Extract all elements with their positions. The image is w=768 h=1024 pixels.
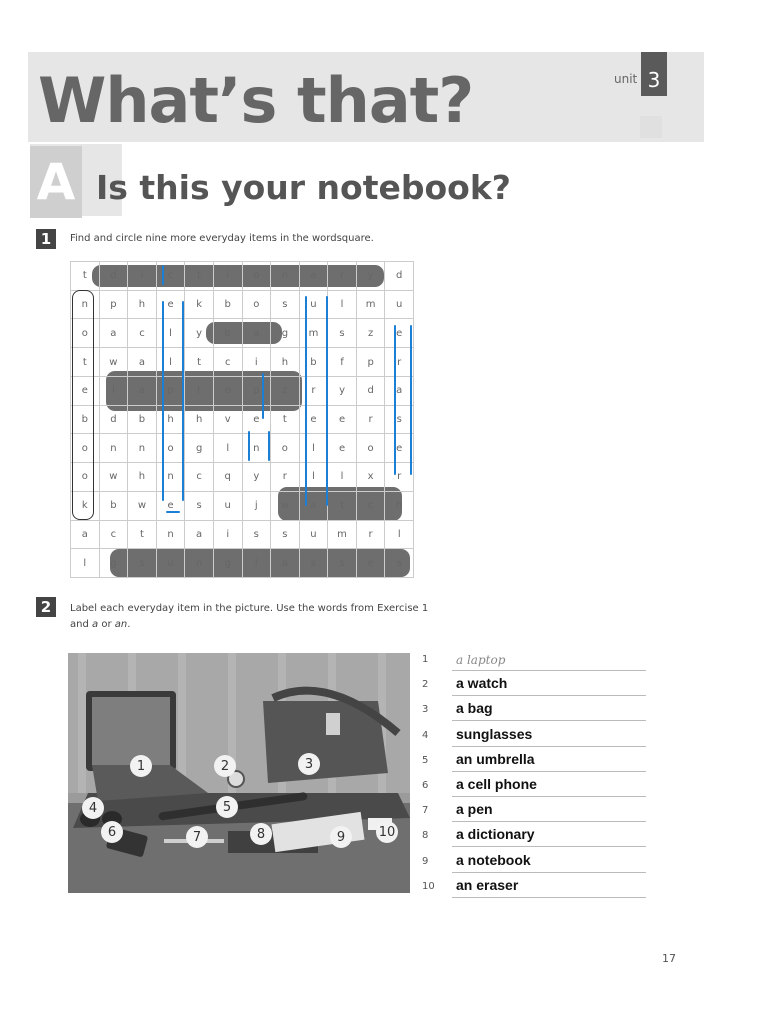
answer-blank-line	[452, 821, 646, 822]
answer-row	[422, 700, 646, 724]
handwritten-answer[interactable]: a notebook	[456, 852, 531, 868]
grid-cell: h	[157, 406, 186, 435]
grid-cell: n	[71, 291, 100, 320]
grid-cell: t	[185, 348, 214, 377]
pen-mark	[268, 431, 270, 461]
grid-cell: t	[185, 262, 214, 291]
wordsquare-grid	[70, 261, 414, 578]
grid-cell: w	[271, 492, 300, 521]
answer-blank-line	[452, 720, 646, 721]
handwritten-answer[interactable]: a bag	[456, 700, 493, 716]
grid-cell: m	[357, 291, 386, 320]
grid-cell: o	[357, 434, 386, 463]
grid-cell: r	[357, 521, 386, 550]
grid-cell: b	[214, 291, 243, 320]
grid-cell: n	[185, 549, 214, 578]
grid-cell: s	[271, 521, 300, 550]
grid-cell: v	[214, 406, 243, 435]
grid-cell: m	[328, 521, 357, 550]
grid-cell: i	[214, 521, 243, 550]
grid-cell: c	[357, 492, 386, 521]
handwritten-answer[interactable]: a pen	[456, 801, 493, 817]
grid-cell: c	[185, 463, 214, 492]
grid-cell: o	[243, 262, 272, 291]
pen-mark	[305, 296, 307, 506]
grid-cell: p	[357, 348, 386, 377]
grid-cell: s	[185, 492, 214, 521]
answer-blank-line	[452, 746, 646, 747]
grid-cell: t	[328, 492, 357, 521]
picture-label-4: 4	[82, 797, 104, 819]
grid-cell: s	[128, 549, 157, 578]
picture-label-1: 1	[130, 755, 152, 777]
grid-cell: n	[157, 463, 186, 492]
grid-cell: r	[271, 463, 300, 492]
instruction-an: an	[114, 619, 128, 630]
grid-cell: s	[271, 291, 300, 320]
answer-number: 7	[422, 805, 429, 816]
handwritten-answer[interactable]: an eraser	[456, 877, 519, 893]
answer-row	[422, 852, 646, 876]
unit-label: unit	[614, 72, 638, 86]
grid-cell: h	[128, 463, 157, 492]
exercise-2-instruction	[70, 601, 428, 633]
grid-cell: r	[385, 463, 414, 492]
answer-number: 2	[422, 679, 429, 690]
grid-cell: b	[71, 406, 100, 435]
handwritten-answer[interactable]: a watch	[456, 675, 508, 691]
exercise-1-number: 1	[36, 229, 56, 249]
grid-cell: s	[385, 549, 414, 578]
grid-cell: p	[243, 377, 272, 406]
grid-cell: h	[185, 406, 214, 435]
answer-row	[422, 675, 646, 699]
answer-number: 1	[422, 654, 429, 665]
answer-blank-line	[452, 695, 646, 696]
grid-cell: a	[243, 319, 272, 348]
grid-cell: k	[185, 291, 214, 320]
grid-cell: e	[157, 492, 186, 521]
wordsquare	[70, 261, 414, 578]
photo-illustration	[68, 653, 410, 893]
faded-bleed-box	[640, 116, 662, 138]
exercise-1-instruction: Find and circle nine more everyday items in the wordsquare.	[70, 233, 374, 244]
grid-cell: a	[71, 521, 100, 550]
grid-cell: r	[300, 377, 329, 406]
grid-cell: o	[71, 434, 100, 463]
grid-cell: p	[157, 377, 186, 406]
grid-cell: o	[157, 434, 186, 463]
grid-cell: o	[71, 319, 100, 348]
grid-cell: w	[100, 463, 129, 492]
grid-cell: a	[385, 377, 414, 406]
answer-number: 10	[422, 881, 435, 892]
grid-cell: d	[357, 377, 386, 406]
pen-mark	[262, 373, 264, 419]
grid-cell: o	[243, 291, 272, 320]
grid-cell: l	[100, 377, 129, 406]
grid-cell: t	[185, 377, 214, 406]
grid-cell: d	[385, 262, 414, 291]
grid-cell: u	[214, 492, 243, 521]
grid-cell: e	[71, 377, 100, 406]
grid-cell: l	[214, 434, 243, 463]
grid-cell: u	[385, 291, 414, 320]
pen-mark	[394, 325, 396, 475]
grid-cell: a	[128, 377, 157, 406]
grid-cell: l	[71, 549, 100, 578]
grid-cell: d	[100, 406, 129, 435]
pen-mark	[162, 301, 164, 501]
answer-blank-line	[452, 872, 646, 873]
grid-cell: z	[271, 377, 300, 406]
grid-cell: u	[300, 521, 329, 550]
grid-cell: y	[328, 377, 357, 406]
picture-label-10: 10	[376, 821, 398, 843]
picture-label-7: 7	[186, 826, 208, 848]
grid-cell: h	[128, 291, 157, 320]
grid-cell: l	[157, 348, 186, 377]
answer-number: 5	[422, 755, 429, 766]
grid-cell: l	[328, 463, 357, 492]
grid-cell: z	[357, 319, 386, 348]
grid-cell: d	[100, 262, 129, 291]
handwritten-answer[interactable]: a cell phone	[456, 776, 537, 792]
grid-cell: t	[271, 406, 300, 435]
picture-label-8: 8	[250, 823, 272, 845]
grid-cell: q	[214, 463, 243, 492]
answer-row	[422, 826, 646, 850]
grid-cell: k	[71, 492, 100, 521]
grid-cell: b	[300, 348, 329, 377]
grid-cell: s	[328, 319, 357, 348]
grid-cell: e	[385, 434, 414, 463]
handwritten-answer[interactable]: sunglasses	[456, 726, 533, 742]
handwritten-answer[interactable]: a dictionary	[456, 826, 535, 842]
grid-cell: i	[243, 348, 272, 377]
grid-cell: o	[71, 463, 100, 492]
grid-cell: w	[100, 348, 129, 377]
answer-blank-line	[452, 897, 646, 898]
grid-cell: g	[100, 549, 129, 578]
grid-cell: y	[185, 319, 214, 348]
grid-cell: n	[271, 262, 300, 291]
instruction-a: a	[92, 619, 99, 630]
picture-label-5: 5	[216, 796, 238, 818]
grid-cell: r	[328, 262, 357, 291]
grid-cell: s	[300, 549, 329, 578]
answer-number: 9	[422, 856, 429, 867]
page-number: 17	[662, 952, 676, 965]
answer-number: 3	[422, 704, 429, 715]
grid-cell: a	[185, 521, 214, 550]
grid-cell: b	[214, 319, 243, 348]
grid-cell: t	[71, 262, 100, 291]
grid-cell: e	[157, 291, 186, 320]
grid-cell: e	[328, 434, 357, 463]
grid-cell: j	[243, 492, 272, 521]
answer-row	[422, 877, 646, 901]
grid-cell: l	[385, 521, 414, 550]
grid-cell: n	[243, 434, 272, 463]
answer-number: 6	[422, 780, 429, 791]
grid-cell: a	[300, 492, 329, 521]
answer-blank-line	[452, 796, 646, 797]
answer-number: 8	[422, 830, 429, 841]
grid-cell: a	[128, 348, 157, 377]
grid-cell: f	[328, 348, 357, 377]
grid-cell: c	[100, 521, 129, 550]
grid-cell: g	[271, 319, 300, 348]
grid-cell: t	[71, 348, 100, 377]
grid-cell: l	[157, 319, 186, 348]
grid-cell: r	[357, 406, 386, 435]
instruction-line-1: Label each everyday item in the picture. Use the words from Exercise 1	[70, 603, 429, 614]
grid-cell: l	[300, 463, 329, 492]
section-title: Is this your notebook?	[96, 168, 511, 207]
grid-cell: e	[357, 549, 386, 578]
pen-mark	[166, 511, 180, 513]
grid-cell: n	[157, 521, 186, 550]
pen-mark	[410, 325, 412, 475]
grid-cell: m	[300, 319, 329, 348]
grid-cell: h	[271, 348, 300, 377]
grid-cell: b	[128, 406, 157, 435]
grid-cell: n	[100, 434, 129, 463]
picture-label-2: 2	[214, 755, 236, 777]
answer-blank-line	[452, 670, 646, 671]
grid-cell: o	[271, 434, 300, 463]
answer-number: 4	[422, 730, 429, 741]
grid-cell: h	[385, 492, 414, 521]
page-title: What’s that?	[38, 64, 474, 137]
picture-label-9: 9	[330, 826, 352, 848]
instruction-and: and	[70, 619, 92, 630]
grid-cell: a	[100, 319, 129, 348]
grid-cell: y	[357, 262, 386, 291]
grid-cell: l	[243, 549, 272, 578]
grid-cell: l	[328, 291, 357, 320]
grid-cell: l	[300, 434, 329, 463]
unit-number: 3	[647, 68, 661, 92]
grid-cell: u	[300, 291, 329, 320]
answer-row	[422, 801, 646, 825]
grid-cell: p	[100, 291, 129, 320]
example-answer[interactable]: a laptop	[456, 653, 506, 667]
grid-cell: x	[357, 463, 386, 492]
grid-cell: o	[214, 377, 243, 406]
instruction-or: or	[98, 619, 115, 630]
handwritten-answer[interactable]: an umbrella	[456, 751, 535, 767]
answer-row	[422, 776, 646, 800]
grid-cell: u	[157, 549, 186, 578]
instruction-end: .	[127, 619, 131, 630]
grid-cell: i	[128, 262, 157, 291]
grid-cell: i	[214, 262, 243, 291]
pen-mark	[248, 431, 250, 461]
picture-label-6: 6	[101, 821, 123, 843]
grid-cell: c	[157, 262, 186, 291]
grid-cell: c	[214, 348, 243, 377]
grid-cell: s	[243, 521, 272, 550]
grid-cell: e	[328, 406, 357, 435]
grid-cell: s	[328, 549, 357, 578]
grid-cell: a	[300, 262, 329, 291]
grid-cell: g	[185, 434, 214, 463]
grid-cell: e	[385, 319, 414, 348]
answer-row	[422, 650, 646, 674]
pen-mark	[326, 296, 328, 506]
answer-row	[422, 726, 646, 750]
grid-cell: r	[385, 348, 414, 377]
grid-cell: b	[100, 492, 129, 521]
answer-row	[422, 751, 646, 775]
exercise-2-number: 2	[36, 597, 56, 617]
pen-mark	[182, 301, 184, 501]
everyday-items-photo	[68, 653, 410, 893]
grid-cell: s	[385, 406, 414, 435]
grid-cell: t	[128, 521, 157, 550]
answer-blank-line	[452, 846, 646, 847]
grid-cell: w	[128, 492, 157, 521]
grid-cell: e	[300, 406, 329, 435]
pen-mark	[162, 265, 164, 285]
grid-cell: y	[243, 463, 272, 492]
grid-cell: c	[128, 319, 157, 348]
grid-cell: e	[243, 406, 272, 435]
picture-label-3: 3	[298, 753, 320, 775]
section-letter: A	[30, 146, 82, 218]
answer-blank-line	[452, 771, 646, 772]
circled-notebook	[72, 290, 94, 520]
grid-cell: g	[214, 549, 243, 578]
unit-number-badge	[641, 52, 667, 96]
grid-cell: n	[128, 434, 157, 463]
grid-cell: a	[271, 549, 300, 578]
